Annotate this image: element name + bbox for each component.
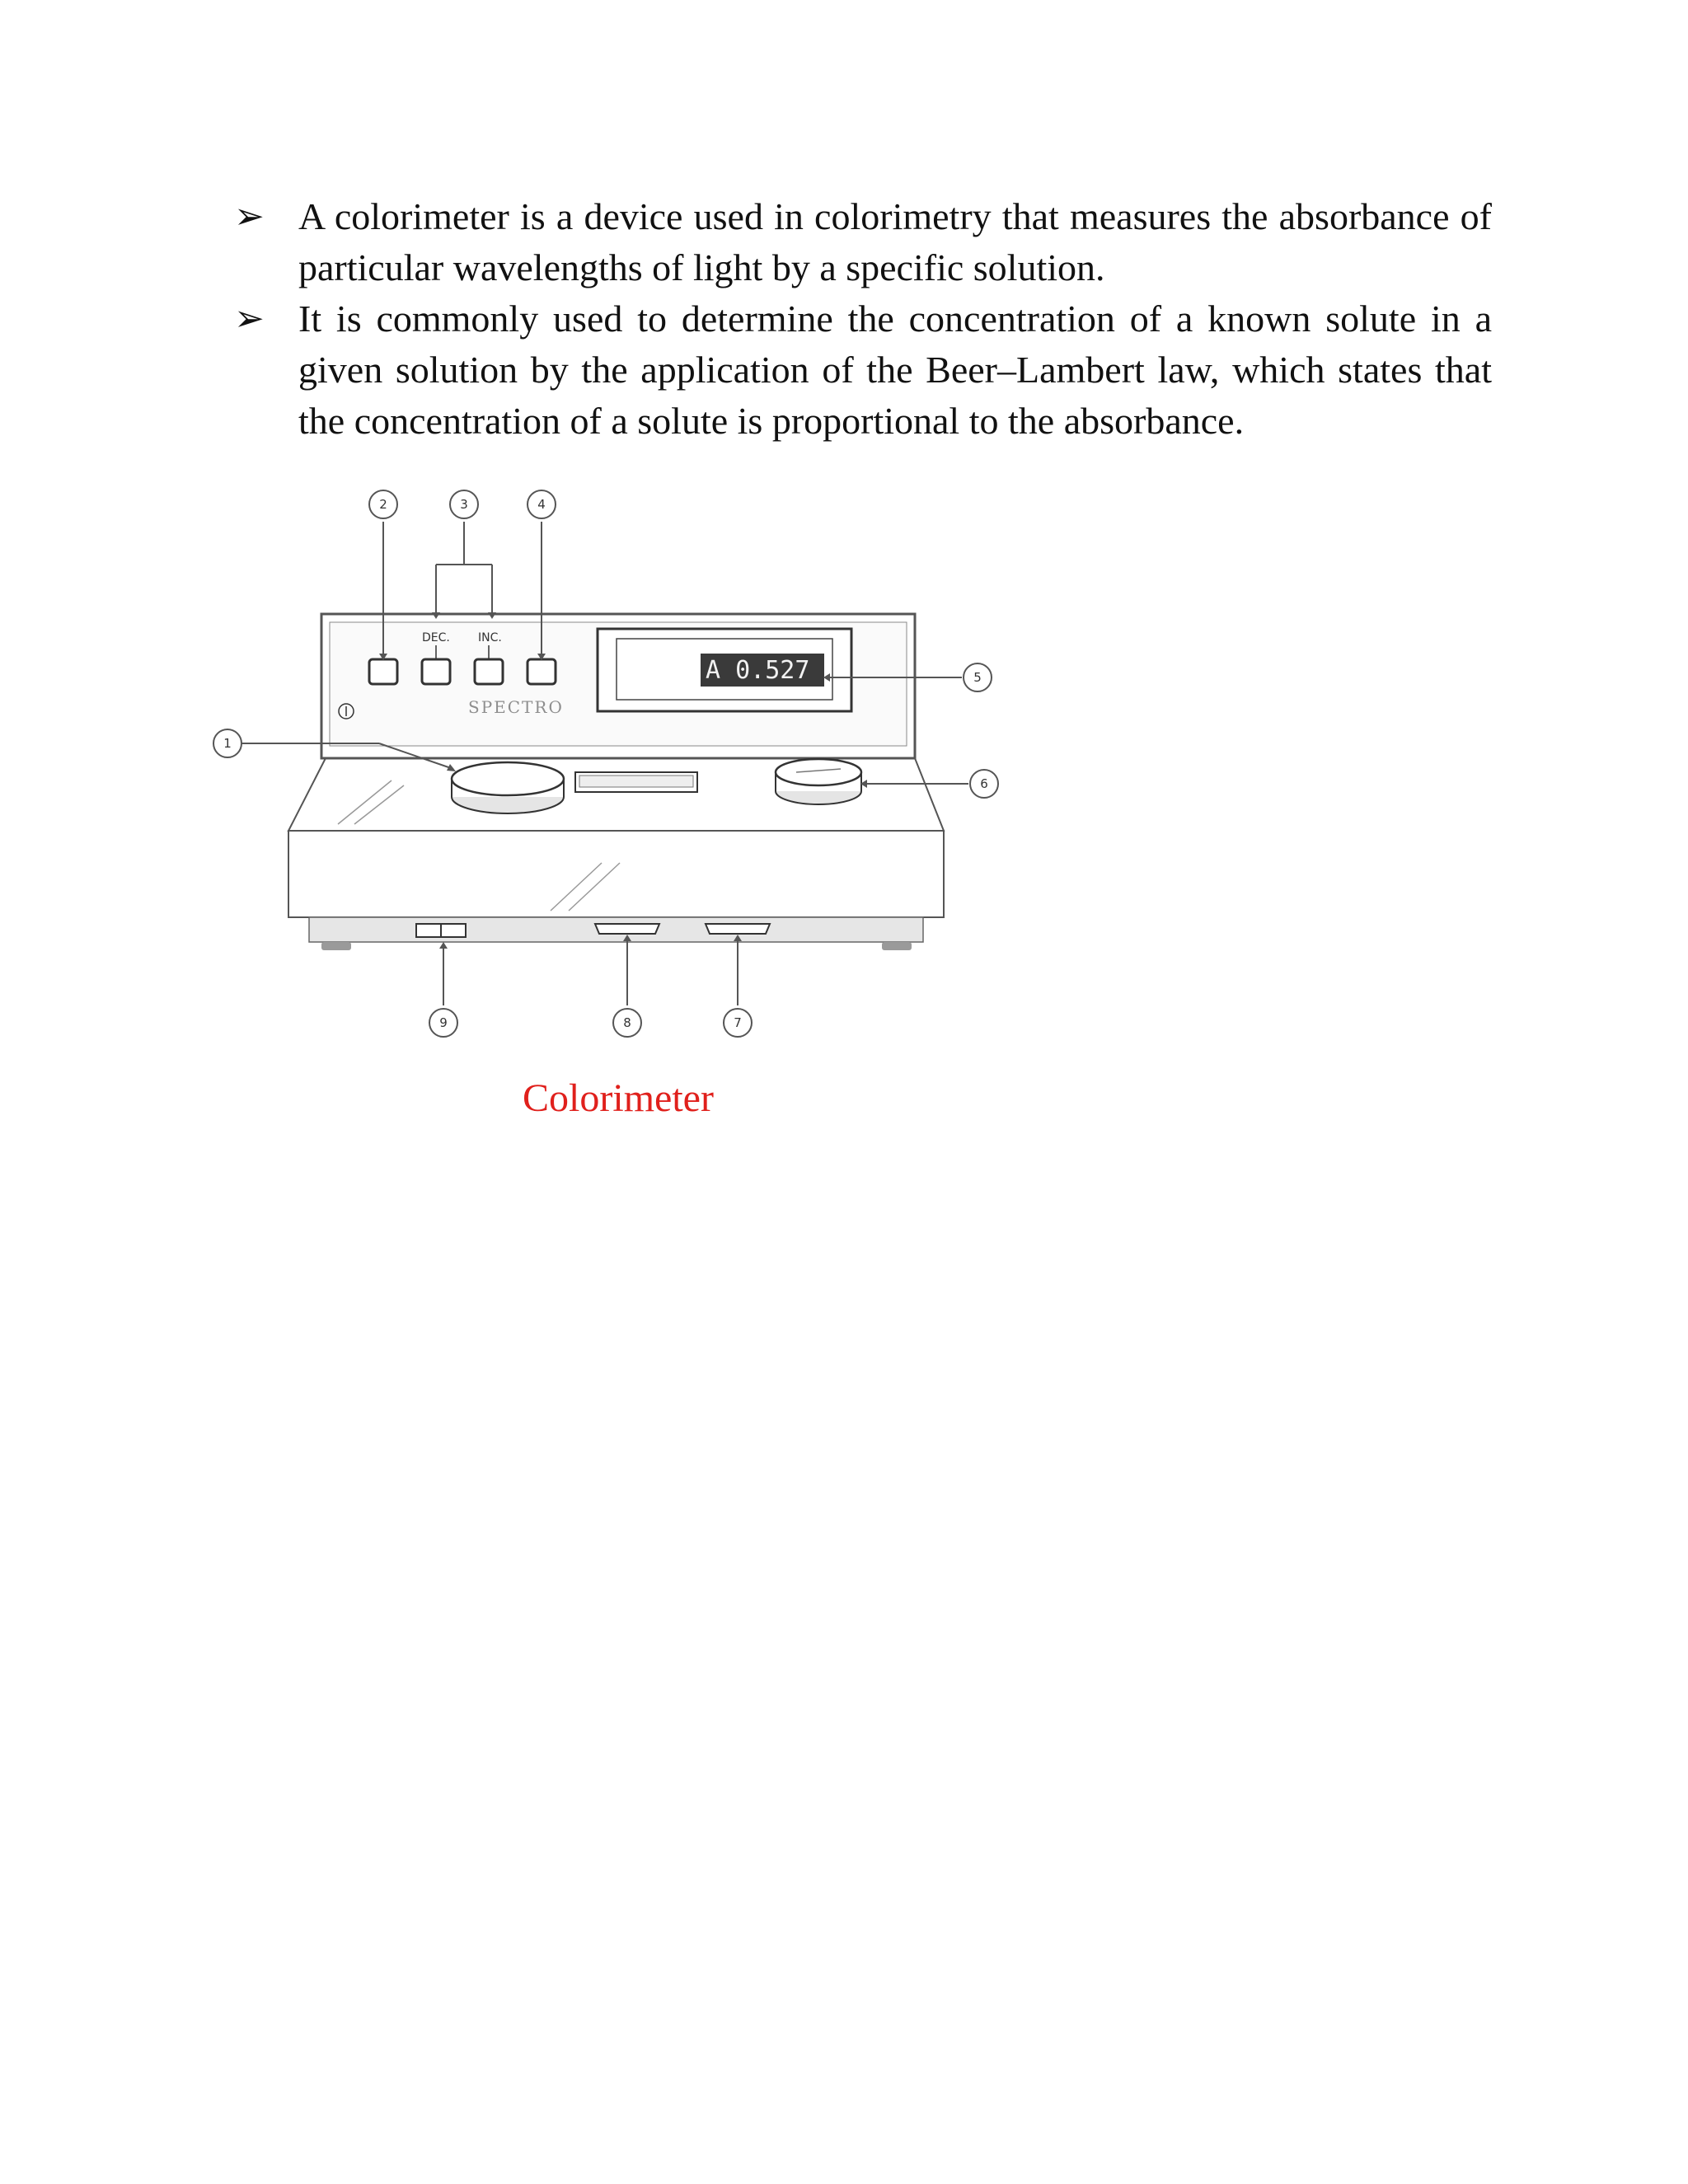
dec-label: DEC.	[422, 631, 450, 644]
sample-holder-lid[interactable]	[452, 762, 564, 795]
brand-label: SPECTRO	[468, 697, 564, 717]
bullet-item	[234, 191, 1492, 293]
bullet-text: It is commonly used to determine the concentration of a known solute in a given solution by the application of the Beer–Lambert law, which states that the concentration of a solute is proportional to the absorbance.	[298, 298, 1492, 442]
inc-button[interactable]	[475, 659, 503, 684]
callout-number: 6	[980, 776, 988, 791]
bullet-text: A colorimeter is a device used in colorimetry that measures the absorbance of particular wavelengths of light by a specific solution.	[298, 195, 1492, 288]
callout-number: 7	[734, 1015, 742, 1030]
callout-number: 1	[223, 736, 232, 751]
arrow-bullet-icon: ➢	[234, 298, 265, 340]
callout-number: 8	[623, 1015, 631, 1030]
transmittance-knob[interactable]	[706, 924, 770, 934]
zero-adjust-knob[interactable]	[595, 924, 659, 934]
readout-value: A 0.527	[706, 656, 810, 685]
wavelength-knob[interactable]	[776, 759, 861, 785]
arrow-bullet-icon: ➢	[234, 195, 265, 237]
instrument-front-panel	[288, 831, 944, 917]
panel-button[interactable]	[528, 659, 556, 684]
callout-number: 2	[379, 497, 387, 512]
panel-button[interactable]	[369, 659, 397, 684]
colorimeter-illustration	[206, 482, 1014, 1051]
cuvette-slot-inner	[579, 776, 693, 787]
bullet-item	[234, 293, 1492, 447]
callout-number: 9	[439, 1015, 448, 1030]
callout-number: 5	[973, 670, 982, 685]
dec-button[interactable]	[422, 659, 450, 684]
instrument-foot	[321, 942, 351, 950]
bullet-list	[234, 191, 1492, 447]
callout-number: 3	[460, 497, 468, 512]
instrument-foot	[882, 942, 912, 950]
figure-caption: Colorimeter	[523, 1076, 714, 1120]
colorimeter-diagram	[206, 482, 1014, 1051]
inc-label: INC.	[478, 631, 502, 644]
callout-number: 4	[537, 497, 546, 512]
